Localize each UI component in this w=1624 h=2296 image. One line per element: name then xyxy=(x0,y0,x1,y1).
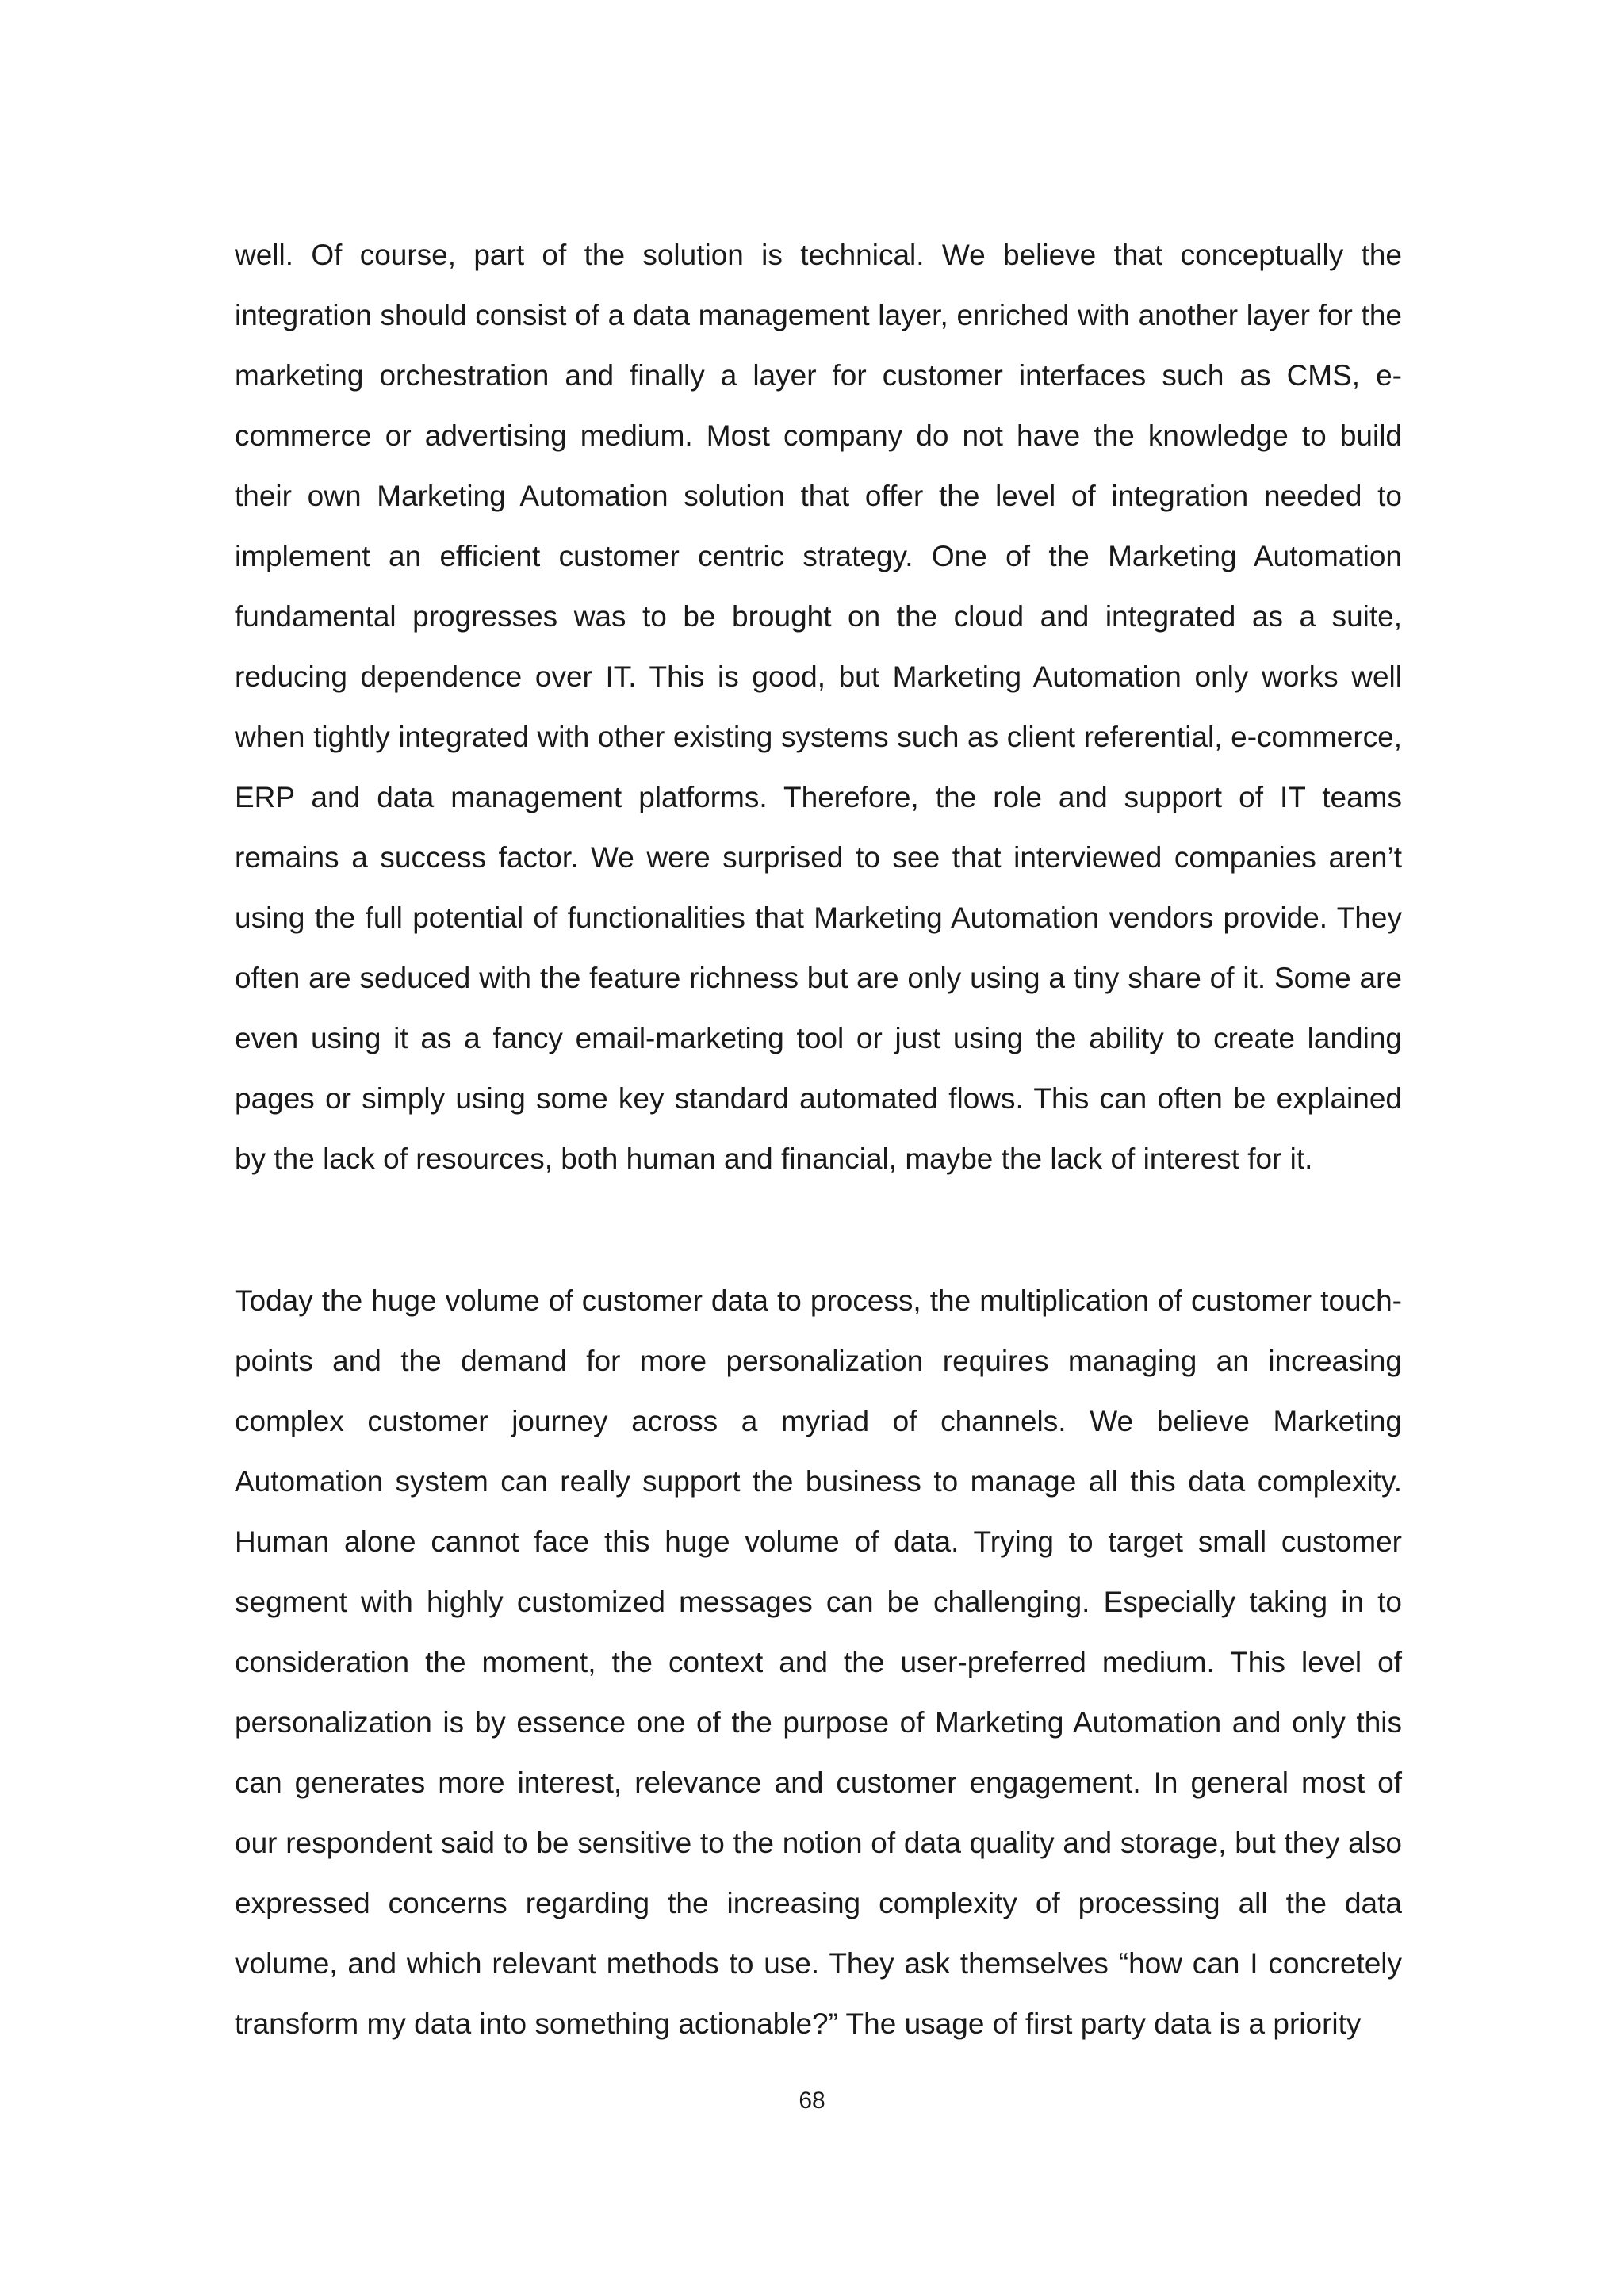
paragraph-2: Today the huge volume of customer data to process, the multiplication of customer touch-points and the demand for more personalization requires managing an increasing complex customer journey across a myriad of channels. We believe Marketing Automation system can really support the business to manage all this data complexity. Human alone cannot face this huge volume of data. Trying to target small customer segment with highly customized messages can be challenging. Especially taking in to consideration the moment, the context and the user-preferred medium. This level of personalization is by essence one of the purpose of Marketing Automation and only this can generates more interest, relevance and customer engagement. In general most of our respondent said to be sensitive to the notion of data quality and storage, but they also expressed concerns regarding the increasing complexity of processing all the data volume, and which relevant methods to use. They ask themselves “how can I concretely transform my data into something actionable?” The usage of first party data is a priority xyxy=(235,1284,1402,2040)
body-text-block-1 xyxy=(235,225,1402,1189)
page-number: 68 xyxy=(799,2087,825,2114)
paragraph-1: well. Of course, part of the solution is technical. We believe that conceptually the integration should consist of a data management layer, enriched with another layer for the marketing orchestration and finally a layer for customer interfaces such as CMS, e-commerce or advertising medium. Most company do not have the knowledge to build their own Marketing Automation solution that offer the level of integration needed to implement an efficient customer centric strategy. One of the Marketing Automation fundamental progresses was to be brought on the cloud and integrated as a suite, reducing dependence over IT. This is good, but Marketing Automation only works well when tightly integrated with other existing systems such as client referential, e-commerce, ERP and data management platforms. Therefore, the role and support of IT teams remains a success factor. We were surprised to see that interviewed companies aren’t using the full potential of functionalities that Marketing Automation vendors provide. They often are seduced with the feature richness but are only using a tiny share of it. Some are even using it as a fancy email-marketing tool or just using the ability to create landing pages or simply using some key standard automated flows. This can often be explained by the lack of resources, both human and financial, maybe the lack of interest for it. xyxy=(235,239,1402,1175)
body-text-block-2 xyxy=(235,1271,1402,2054)
